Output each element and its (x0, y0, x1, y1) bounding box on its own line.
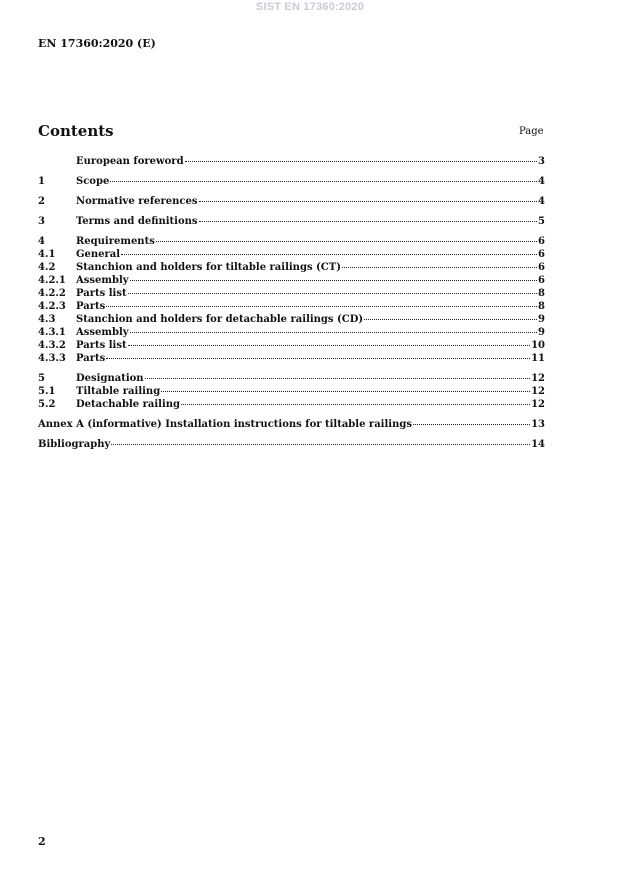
toc-number: 4.3.3 (38, 353, 66, 364)
toc-number: 5.2 (38, 399, 56, 410)
toc-page: 5 (538, 216, 545, 227)
toc-leader (110, 181, 537, 182)
toc-title: Scope (76, 176, 110, 187)
toc-entry-annex-a[interactable] (38, 418, 545, 431)
toc-entry-european-foreword[interactable] (38, 155, 545, 168)
toc-entry-requirements[interactable] (38, 235, 545, 248)
toc-entry-parts-ct[interactable] (38, 300, 545, 313)
toc-title: Assembly (76, 327, 129, 338)
toc-page: 4 (538, 196, 545, 207)
toc-number: 4.2.2 (38, 288, 66, 299)
toc-title: Parts list (76, 288, 127, 299)
toc-page: 6 (538, 275, 545, 286)
toc-title: Stanchion and holders for detachable railings (CD) (76, 314, 364, 325)
toc-title: Parts list (76, 340, 127, 351)
toc-entry-normative-references[interactable] (38, 195, 545, 208)
toc-number: 4.2 (38, 262, 56, 273)
toc-title: Parts (76, 301, 106, 312)
page-number: 2 (38, 835, 46, 848)
toc-entry-parts-list-ct[interactable] (38, 287, 545, 300)
toc-title: Stanchion and holders for tiltable railings (CT) (76, 262, 341, 273)
toc-entry-general[interactable] (38, 248, 545, 261)
toc-entry-scope[interactable] (38, 175, 545, 188)
toc-title: Assembly (76, 275, 129, 286)
toc-number: 4 (38, 236, 45, 247)
toc-leader (128, 293, 537, 294)
toc-leader (121, 254, 537, 255)
toc-title: Parts (76, 353, 106, 364)
toc-leader (130, 280, 537, 281)
toc-page: 11 (531, 353, 545, 364)
toc-page: 3 (538, 156, 545, 167)
toc-page: 6 (538, 262, 545, 273)
toc-title: Designation (76, 373, 144, 384)
toc-leader (181, 404, 530, 405)
toc-title: Detachable railing (76, 399, 181, 410)
toc-page: 9 (538, 327, 545, 338)
toc-page: 14 (531, 439, 545, 450)
toc-entry-parts-list-cd[interactable] (38, 339, 545, 352)
toc-title: General (76, 249, 121, 260)
toc-title: European foreword (76, 156, 184, 167)
toc-page: 10 (531, 340, 545, 351)
toc-entry-stanchion-detachable[interactable] (38, 313, 545, 326)
toc-entry-stanchion-tiltable[interactable] (38, 261, 545, 274)
toc-page: 12 (531, 399, 545, 410)
toc-number: 5.1 (38, 386, 56, 397)
toc-page: 6 (538, 236, 545, 247)
table-of-contents (38, 155, 545, 451)
toc-page: 12 (531, 386, 545, 397)
toc-number: 4.1 (38, 249, 56, 260)
toc-title: Normative references (76, 196, 198, 207)
toc-leader (145, 378, 531, 379)
contents-title: Contents (38, 122, 114, 140)
toc-entry-terms-and-definitions[interactable] (38, 215, 545, 228)
toc-page: 6 (538, 249, 545, 260)
toc-number: 4.3 (38, 314, 56, 325)
toc-entry-assembly-ct[interactable] (38, 274, 545, 287)
toc-leader (199, 201, 538, 202)
toc-number: 3 (38, 216, 45, 227)
toc-leader (106, 306, 537, 307)
toc-title: Annex A (informative) Installation instructions for tiltable railings (38, 419, 412, 430)
toc-entry-designation[interactable] (38, 372, 545, 385)
toc-leader (128, 345, 531, 346)
toc-number: 4.2.3 (38, 301, 66, 312)
toc-title: Requirements (76, 236, 155, 247)
toc-leader (199, 221, 538, 222)
document-id-header: EN 17360:2020 (E) (38, 37, 156, 50)
toc-title: Tiltable railing (76, 386, 161, 397)
toc-page: 12 (531, 373, 545, 384)
toc-leader (185, 161, 537, 162)
toc-leader (413, 424, 530, 425)
toc-page: 4 (538, 176, 545, 187)
toc-number: 5 (38, 373, 45, 384)
toc-leader (364, 319, 537, 320)
toc-leader (111, 444, 530, 445)
toc-leader (106, 358, 530, 359)
toc-title: Terms and definitions (76, 216, 198, 227)
toc-leader (156, 241, 537, 242)
toc-page: 8 (538, 301, 545, 312)
toc-number: 2 (38, 196, 45, 207)
toc-page: 13 (531, 419, 545, 430)
page-column-label: Page (519, 126, 544, 137)
toc-leader (130, 332, 537, 333)
toc-number: 4.3.2 (38, 340, 66, 351)
toc-entry-detachable-railing[interactable] (38, 398, 545, 411)
toc-title: Bibliography (38, 439, 111, 450)
toc-number: 1 (38, 176, 45, 187)
toc-number: 4.2.1 (38, 275, 66, 286)
toc-leader (342, 267, 537, 268)
toc-entry-tiltable-railing[interactable] (38, 385, 545, 398)
watermark: SIST EN 17360:2020 (255, 1, 365, 13)
toc-page: 8 (538, 288, 545, 299)
toc-leader (161, 391, 530, 392)
toc-page: 9 (538, 314, 545, 325)
toc-entry-parts-cd[interactable] (38, 352, 545, 365)
toc-number: 4.3.1 (38, 327, 66, 338)
toc-entry-bibliography[interactable] (38, 438, 545, 451)
toc-entry-assembly-cd[interactable] (38, 326, 545, 339)
